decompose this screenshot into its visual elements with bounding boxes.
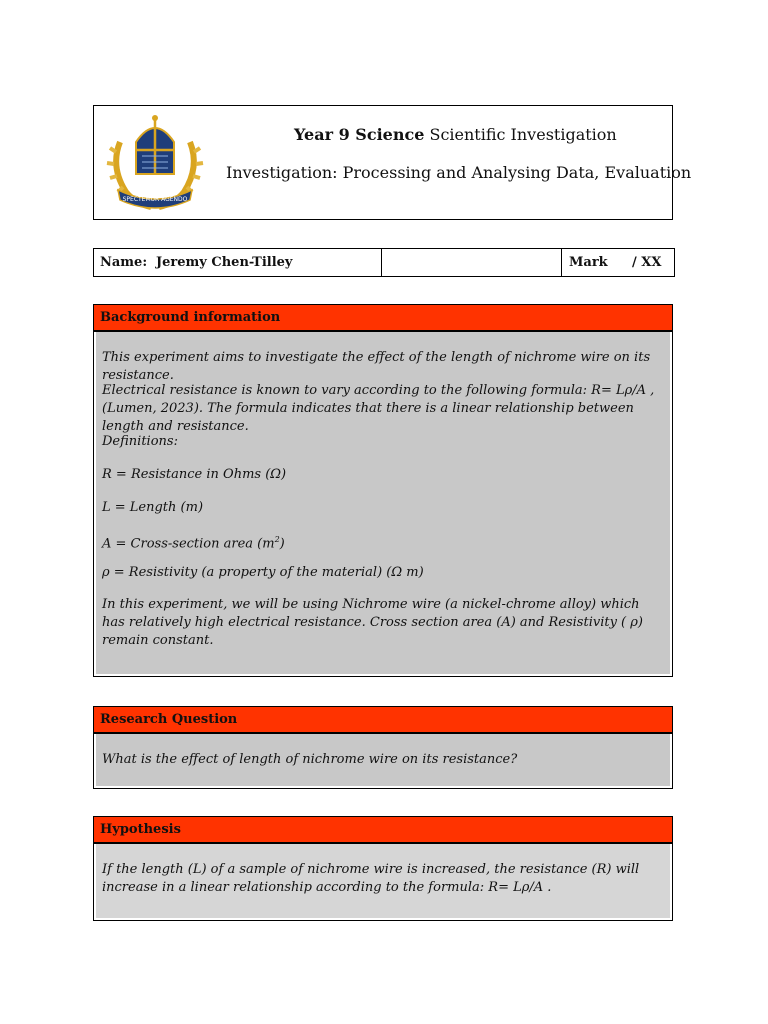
background-body — [96, 332, 670, 674]
mark-label: Mark — [569, 255, 608, 270]
background-paragraph-1: This experiment aims to investigate the effect of the length of nichrome wire on its resistance. — [102, 350, 651, 383]
mark-value[interactable]: / XX — [632, 255, 662, 270]
hypothesis-heading: Hypothesis — [94, 817, 672, 844]
name-row — [93, 248, 675, 277]
name-label: Name: — [100, 255, 148, 270]
definition-rho: ρ = Resistivity (a property of the material) (Ω m) — [102, 565, 424, 580]
background-section — [93, 304, 673, 677]
research-question-text: What is the effect of length of nichrome wire on its resistance? — [102, 752, 518, 767]
title-bold: Year 9 Science — [294, 125, 425, 144]
definition-a — [102, 531, 285, 553]
crest-motto: SPECTEMUR AGENDO — [122, 196, 188, 203]
document-subtitle: Investigation: Processing and Analysing Data, Evaluation — [226, 163, 692, 182]
header-box — [93, 105, 692, 220]
definitions-label: Definitions: — [102, 434, 178, 449]
background-paragraph-2: Electrical resistance is known to vary according to the following formula: R= Lρ/A , (Lumen, 2023). The formula indicates that there is a linear relationship between length and resistance. — [102, 383, 655, 434]
title-rest: Scientific Investigation — [424, 125, 617, 144]
definition-l: L = Length (m) — [102, 500, 204, 515]
blank-cell[interactable] — [382, 249, 562, 276]
background-heading: Background information — [94, 305, 672, 332]
research-question-heading: Research Question — [94, 707, 672, 734]
school-crest-logo — [106, 112, 204, 212]
hypothesis-body — [96, 844, 670, 918]
definition-a-close: ) — [279, 536, 285, 552]
document-title — [294, 125, 617, 144]
hypothesis-text: If the length (L) of a sample of nichrome wire is increased, the resistance (R) will increase in a linear relationship according to the formula: R= Lρ/A . — [102, 862, 640, 895]
definition-a-text: A = Cross-section area (m — [102, 536, 275, 552]
research-question-body — [96, 734, 670, 786]
definition-a-superscript: 2 — [274, 535, 280, 544]
research-question-section — [93, 706, 673, 789]
name-cell — [94, 249, 382, 276]
definition-r: R = Resistance in Ohms (Ω) — [102, 467, 287, 482]
name-value[interactable]: Jeremy Chen-Tilley — [156, 255, 293, 270]
background-paragraph-3: In this experiment, we will be using Nichrome wire (a nickel-chrome alloy) which has relatively high electrical resistance. Cross section area (A) and Resistivity ( ρ) remain constant. — [102, 597, 643, 648]
hypothesis-section — [93, 816, 673, 921]
